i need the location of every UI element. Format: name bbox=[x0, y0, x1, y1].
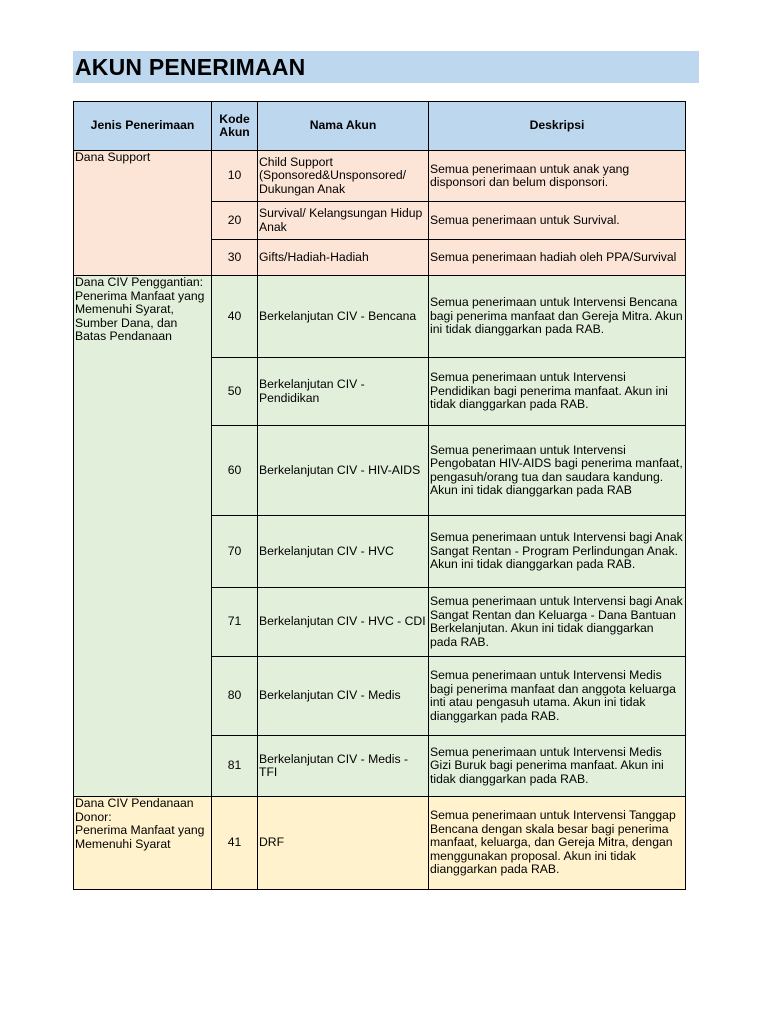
kode-cell: 81 bbox=[212, 736, 258, 797]
kode-cell: 71 bbox=[212, 588, 258, 657]
nama-cell: Berkelanjutan CIV - HIV-AIDS bbox=[258, 426, 429, 516]
jenis-line: Penerima Manfaat yang Memenuhi Syarat bbox=[75, 823, 205, 851]
nama-cell: Survival/ Kelangsungan Hidup Anak bbox=[258, 202, 429, 240]
jenis-line: Dana CIV Penggantian: bbox=[75, 275, 204, 289]
table-row bbox=[74, 151, 686, 202]
nama-cell: Berkelanjutan CIV - HVC bbox=[258, 516, 429, 588]
kode-cell: 30 bbox=[212, 240, 258, 276]
nama-cell: Berkelanjutan CIV - Medis - TFI bbox=[258, 736, 429, 797]
deskripsi-cell: Semua penerimaan untuk Intervensi Medis Gizi Buruk bagi penerima manfaat. Akun ini tidak dianggarkan pada RAB. bbox=[429, 736, 686, 797]
nama-cell: Berkelanjutan CIV - Bencana bbox=[258, 276, 429, 358]
nama-cell: Berkelanjutan CIV - Pendidikan bbox=[258, 358, 429, 426]
title-bar bbox=[73, 51, 699, 83]
jenis-line: Dana CIV Pendanaan Donor: bbox=[75, 796, 194, 824]
deskripsi-cell: Semua penerimaan untuk Survival. bbox=[429, 202, 686, 240]
kode-cell: 60 bbox=[212, 426, 258, 516]
table-header-row bbox=[74, 102, 686, 151]
header-jenis-penerimaan: Jenis Penerimaan bbox=[74, 102, 212, 151]
nama-cell: Berkelanjutan CIV - Medis bbox=[258, 657, 429, 736]
deskripsi-cell: Semua penerimaan untuk anak yang disponsori dan belum disponsori. bbox=[429, 151, 686, 202]
jenis-line: Penerima Manfaat yang Memenuhi Syarat, Sumber Dana, dan Batas Pendanaan bbox=[75, 288, 205, 343]
nama-cell: DRF bbox=[258, 797, 429, 890]
deskripsi-cell: Semua penerimaan untuk Intervensi bagi Anak Sangat Rentan dan Keluarga - Dana Bantuan Berkelanjutan. Akun ini tidak dianggarkan pada RAB. bbox=[429, 588, 686, 657]
jenis-cell-dana-civ-penggantian bbox=[74, 276, 212, 797]
deskripsi-cell: Semua penerimaan untuk Intervensi Pengobatan HIV-AIDS bagi penerima manfaat, pengasuh/orang tua dan saudara kandung. Akun ini tidak dianggarkan pada RAB bbox=[429, 426, 686, 516]
deskripsi-cell: Semua penerimaan untuk Intervensi Medis bagi penerima manfaat dan anggota keluarga inti atau pengasuh utama. Akun ini tidak dianggarkan pada RAB. bbox=[429, 657, 686, 736]
nama-cell: Berkelanjutan CIV - HVC - CDI bbox=[258, 588, 429, 657]
header-deskripsi: Deskripsi bbox=[429, 102, 686, 151]
nama-cell: Child Support (Sponsored&Unsponsored/ Dukungan Anak bbox=[258, 151, 429, 202]
deskripsi-cell: Semua penerimaan untuk Intervensi Bencana bagi penerima manfaat dan Gereja Mitra. Akun ini tidak dianggarkan pada RAB. bbox=[429, 276, 686, 358]
deskripsi-cell: Semua penerimaan untuk Intervensi Tanggap Bencana dengan skala besar bagi penerima manfaat, keluarga, dan Gereja Mitra, dengan menggunakan proposal. Akun ini tidak dianggarkan pada RAB. bbox=[429, 797, 686, 890]
kode-cell: 40 bbox=[212, 276, 258, 358]
kode-cell: 20 bbox=[212, 202, 258, 240]
page-title: AKUN PENERIMAAN bbox=[75, 53, 306, 80]
jenis-line: Dana Support bbox=[75, 150, 151, 164]
kode-cell: 80 bbox=[212, 657, 258, 736]
table-row bbox=[74, 276, 686, 358]
jenis-cell-dana-support bbox=[74, 151, 212, 276]
deskripsi-cell: Semua penerimaan hadiah oleh PPA/Survival bbox=[429, 240, 686, 276]
kode-cell: 50 bbox=[212, 358, 258, 426]
table-row bbox=[74, 797, 686, 890]
kode-cell: 10 bbox=[212, 151, 258, 202]
jenis-cell-dana-civ-pendanaan-donor bbox=[74, 797, 212, 890]
kode-cell: 70 bbox=[212, 516, 258, 588]
kode-cell: 41 bbox=[212, 797, 258, 890]
nama-cell: Gifts/Hadiah-Hadiah bbox=[258, 240, 429, 276]
deskripsi-cell: Semua penerimaan untuk Intervensi Pendidikan bagi penerima manfaat. Akun ini tidak dianggarkan pada RAB. bbox=[429, 358, 686, 426]
akun-penerimaan-table bbox=[73, 101, 686, 890]
header-kode-akun: Kode Akun bbox=[212, 102, 258, 151]
header-nama-akun: Nama Akun bbox=[258, 102, 429, 151]
deskripsi-cell: Semua penerimaan untuk Intervensi bagi Anak Sangat Rentan - Program Perlindungan Anak. Akun ini tidak dianggarkan pada RAB. bbox=[429, 516, 686, 588]
